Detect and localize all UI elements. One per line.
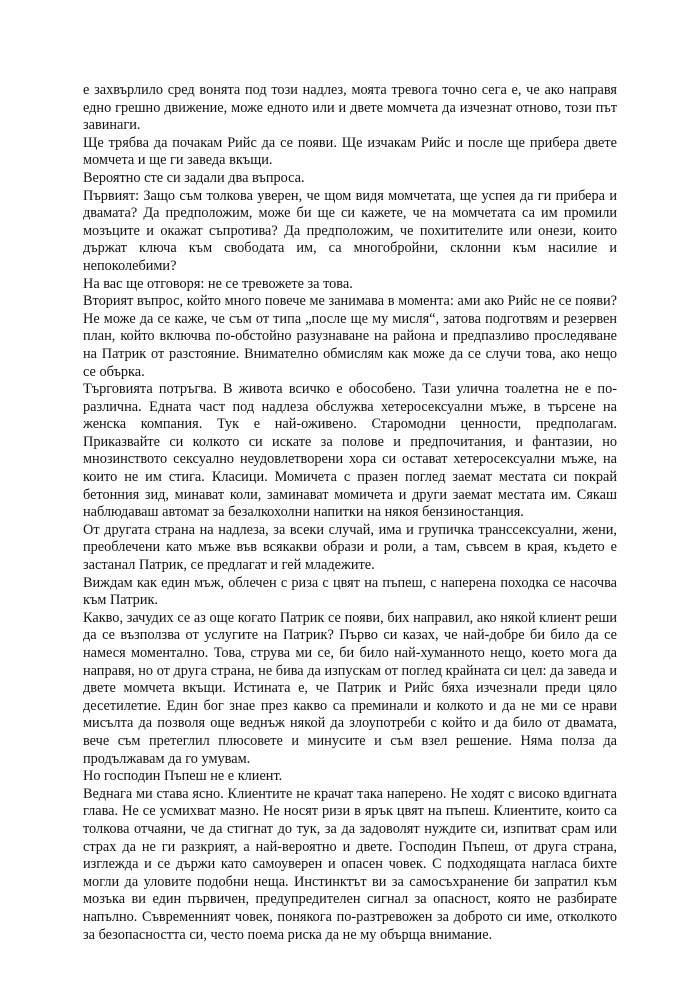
document-page xyxy=(83,82,617,944)
paragraph: Какво, зачудих се аз още когато Патрик се появи, бих направил, ако някой клиент реши да се възползва от услугите на Патрик? Първо си казах, че най-добре би било да се намеся моментално. Това, струва ми се, би било най-хуманното нещо, което мога да направя, но от друга страна, не бива да изпускам от поглед крайната си цел: да заведа и двете момчета вкъщи. Истината е, че Патрик и Рийс бяха изчезнали преди цяло десетилетие. Един бог знае през какво са преминали и колкото и да не ми се нрави мисълта да позволя още веднъж някой да злоупотреби с който и да било от двамата, вече съм претеглил плюсовете и минусите и съм взел решение. Няма полза да продължавам да го умувам. xyxy=(83,609,617,767)
paragraph: Първият: Защо съм толкова уверен, че щом видя момчетата, ще успея да ги прибера и двамата? Да предположим, може би ще си кажете, че на момчетата са им промили мозъците и окажат съпротива? Да предположим, че похитителите или онези, които държат ключа към свободата им, са многобройни, склонни към насилие и непоколебими? xyxy=(83,187,617,274)
paragraph: Но господин Пъпеш не е клиент. xyxy=(83,768,283,785)
paragraph: Търговията потръгва. В живота всичко е обособено. Тази улична тоалетна не е по-различна. Едната част под надлеза обслужва хетеросексуални мъже, в търсене на женска компания. Тук е най-оживено. Старомодни ценности, предполагам. Приказвайте си колкото си искате за полове и предпочитания, и фантазии, но мнозинството сексуално неудовлетворени хора си остават хетеросексуални мъже, на които не им стига. Класици. Момичета с празен поглед заемат местата си покрай бетонния зид, минават коли, заминават момичета и други заемат местата им. Сякаш наблюдаваш автомат за безалкохолни напитки на някоя бензиностанция. xyxy=(83,381,617,521)
paragraph: Виждам как един мъж, облечен с риза с цвят на пъпеш, с наперена походка се насочва към Патрик. xyxy=(83,574,617,609)
paragraph: Вероятно сте си задали два въпроса. xyxy=(83,169,305,186)
paragraph: На вас ще отговоря: не се тревожете за това. xyxy=(83,275,353,292)
paragraph: От другата страна на надлеза, за всеки случай, има и групичка транссексуални, жени, преоблечени като мъже във всякакви образи и роли, а там, съвсем в края, където е застанал Патрик, се предлагат и гей младежите. xyxy=(83,521,617,574)
paragraph: Вторият въпрос, който много повече ме занимава в момента: ами ако Рийс не се появи? Не може да се каже, че съм от типа „после ще му мисля“, затова подготвям и резервен план, който включва по-обстойно разузнаване на района и предпазливо проследяване на Патрик от разстояние. Внимателно обмислям как може да се случи това, ако нещо се обърка. xyxy=(83,293,617,380)
paragraph: Веднага ми става ясно. Клиентите не крачат така наперено. Не ходят с високо вдигната глава. Не се усмихват мазно. Не носят ризи в ярък цвят на пъпеш. Клиентите, които са толкова отчаяни, че да стигнат до тук, за да задоволят нуждите си, изпитват срам или страх да не ги разкрият, а най-вероятно и двете. Господин Пъпеш, от друга страна, изглежда и се държи като самоуверен и опасен човек. С подходящата нагласа бихте могли да уловите подобни неща. Инстинктът ви за самосъхранение би запратил към мозъка ви един първичен, предупредителен сигнал за опасност, която не разбирате напълно. Съвременният човек, понякога по-разтревожен за доброто си име, отколкото за безопасността си, често поема риска да не му обърща внимание. xyxy=(83,785,617,943)
paragraph: е захвърлило сред вонята под този надлез, моята тревога точно сега е, че ако направя едно грешно движение, може едното или и двете момчета да изчезнат отново, този път завинаги. xyxy=(83,82,617,134)
paragraph: Ще трябва да почакам Рийс да се появи. Ще изчакам Рийс и после ще прибера двете момчета и ще ги заведа вкъщи. xyxy=(83,134,617,169)
